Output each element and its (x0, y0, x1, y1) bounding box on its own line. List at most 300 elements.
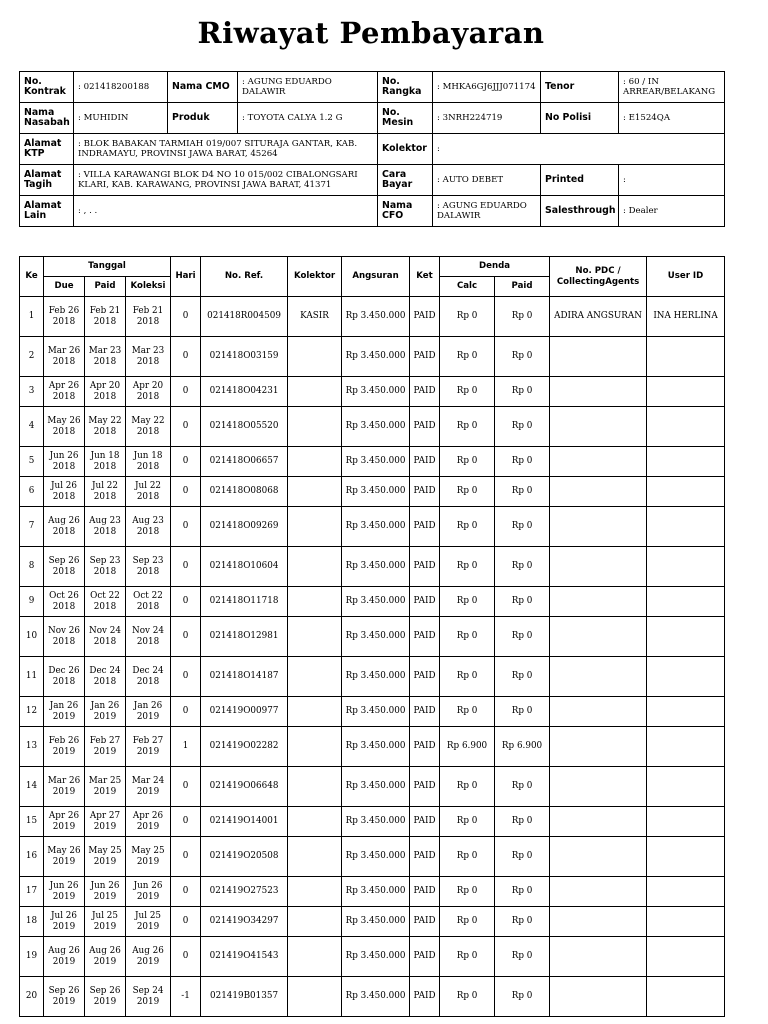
cell-due: Jul 26 2019 (44, 907, 85, 937)
cell-denda-calc: Rp 0 (440, 907, 495, 937)
table-row (20, 877, 725, 907)
cell-ke: 11 (20, 657, 44, 697)
cell-denda-paid: Rp 0 (495, 407, 550, 447)
table-row (20, 807, 725, 837)
table-row (20, 377, 725, 407)
printed-label: Printed (541, 165, 619, 196)
cell-koleksi: Apr 26 2019 (126, 807, 171, 837)
cell-due: Jun 26 2018 (44, 447, 85, 477)
cell-paid: Mar 23 2018 (85, 337, 126, 377)
cell-koleksi: Jul 25 2019 (126, 907, 171, 937)
cell-denda-calc: Rp 0 (440, 617, 495, 657)
cell-paid: Jan 26 2019 (85, 697, 126, 727)
cell-angsuran: Rp 3.450.000 (342, 697, 410, 727)
cell-pdc (550, 877, 647, 907)
alamat-lain-label: Alamat Lain (20, 196, 74, 227)
cell-ke: 15 (20, 807, 44, 837)
nama-cmo-value: : AGUNG EDUARDO DALAWIR (238, 72, 378, 103)
col-paid-header: Paid (85, 277, 126, 297)
table-row (20, 617, 725, 657)
info-row (20, 103, 725, 134)
cell-ket: PAID (410, 297, 440, 337)
cell-ke: 9 (20, 587, 44, 617)
cell-ket: PAID (410, 727, 440, 767)
cell-no-ref: 021419O00977 (201, 697, 288, 727)
cell-user-id (647, 547, 725, 587)
cell-denda-calc: Rp 0 (440, 837, 495, 877)
cell-ke: 4 (20, 407, 44, 447)
produk-label: Produk (168, 103, 238, 134)
table-row (20, 587, 725, 617)
table-row (20, 657, 725, 697)
cell-due: Dec 26 2018 (44, 657, 85, 697)
cell-ke: 10 (20, 617, 44, 657)
contract-info-table (19, 71, 725, 227)
cell-pdc (550, 377, 647, 407)
cell-due: Feb 26 2018 (44, 297, 85, 337)
cell-hari: 0 (171, 447, 201, 477)
cell-pdc (550, 837, 647, 877)
cell-angsuran: Rp 3.450.000 (342, 377, 410, 407)
cell-angsuran: Rp 3.450.000 (342, 877, 410, 907)
cell-pdc (550, 807, 647, 837)
cell-koleksi: May 25 2019 (126, 837, 171, 877)
cell-ke: 17 (20, 877, 44, 907)
cell-denda-calc: Rp 0 (440, 407, 495, 447)
cell-hari: 0 (171, 807, 201, 837)
cell-kolektor (288, 977, 342, 1017)
cara-bayar-label: Cara Bayar (378, 165, 433, 196)
payment-rows (20, 297, 725, 1017)
cell-ke: 16 (20, 837, 44, 877)
cell-ket: PAID (410, 407, 440, 447)
cell-user-id (647, 727, 725, 767)
no-kontrak-value: : 021418200188 (74, 72, 168, 103)
cell-ke: 12 (20, 697, 44, 727)
cell-no-ref: 021419B01357 (201, 977, 288, 1017)
cell-ket: PAID (410, 587, 440, 617)
cell-kolektor (288, 477, 342, 507)
cell-hari: 0 (171, 617, 201, 657)
cell-denda-paid: Rp 0 (495, 977, 550, 1017)
cell-user-id (647, 507, 725, 547)
cell-pdc: ADIRA ANGSURAN (550, 297, 647, 337)
no-mesin-label: No. Mesin (378, 103, 433, 134)
cell-angsuran: Rp 3.450.000 (342, 337, 410, 377)
cell-angsuran: Rp 3.450.000 (342, 507, 410, 547)
no-polisi-value: : E1524QA (619, 103, 725, 134)
cell-angsuran: Rp 3.450.000 (342, 937, 410, 977)
cell-no-ref: 021418O11718 (201, 587, 288, 617)
info-row (20, 196, 725, 227)
cell-no-ref: 021419O27523 (201, 877, 288, 907)
no-rangka-label: No. Rangka (378, 72, 433, 103)
cell-kolektor (288, 587, 342, 617)
cell-koleksi: Nov 24 2018 (126, 617, 171, 657)
cell-no-ref: 021418O12981 (201, 617, 288, 657)
cell-denda-calc: Rp 0 (440, 547, 495, 587)
cell-no-ref: 021418O10604 (201, 547, 288, 587)
cell-hari: 0 (171, 767, 201, 807)
cell-denda-paid: Rp 0 (495, 767, 550, 807)
cell-denda-paid: Rp 0 (495, 507, 550, 547)
cell-ket: PAID (410, 377, 440, 407)
cell-denda-paid: Rp 0 (495, 587, 550, 617)
cell-paid: Aug 26 2019 (85, 937, 126, 977)
printed-value: : (619, 165, 725, 196)
cell-denda-calc: Rp 0 (440, 877, 495, 907)
cell-kolektor (288, 407, 342, 447)
table-row (20, 727, 725, 767)
cell-user-id (647, 907, 725, 937)
no-polisi-label: No Polisi (541, 103, 619, 134)
cell-denda-calc: Rp 0 (440, 507, 495, 547)
cell-denda-paid: Rp 0 (495, 377, 550, 407)
cell-ke: 20 (20, 977, 44, 1017)
cell-due: Jul 26 2018 (44, 477, 85, 507)
nama-nasabah-label: Nama Nasabah (20, 103, 74, 134)
col-userid-header: User ID (647, 257, 725, 297)
cell-angsuran: Rp 3.450.000 (342, 477, 410, 507)
cell-paid: Feb 21 2018 (85, 297, 126, 337)
cell-denda-paid: Rp 0 (495, 547, 550, 587)
cell-ket: PAID (410, 507, 440, 547)
cell-angsuran: Rp 3.450.000 (342, 807, 410, 837)
cell-ket: PAID (410, 337, 440, 377)
table-row (20, 837, 725, 877)
cell-kolektor (288, 937, 342, 977)
cell-ke: 7 (20, 507, 44, 547)
cell-ke: 2 (20, 337, 44, 377)
cell-due: Jan 26 2019 (44, 697, 85, 727)
cell-no-ref: 021418O03159 (201, 337, 288, 377)
cell-no-ref: 021418O08068 (201, 477, 288, 507)
cell-kolektor: KASIR (288, 297, 342, 337)
col-koleksi-header: Koleksi (126, 277, 171, 297)
cell-koleksi: Jan 26 2019 (126, 697, 171, 727)
cell-denda-paid: Rp 0 (495, 697, 550, 727)
cell-pdc (550, 697, 647, 727)
cell-hari: 0 (171, 377, 201, 407)
cell-denda-paid: Rp 6.900 (495, 727, 550, 767)
salesthrough-value: : Dealer (619, 196, 725, 227)
cell-paid: Nov 24 2018 (85, 617, 126, 657)
cell-denda-calc: Rp 0 (440, 447, 495, 477)
cell-user-id (647, 337, 725, 377)
cell-due: Jun 26 2019 (44, 877, 85, 907)
cell-hari: 0 (171, 547, 201, 587)
cell-no-ref: 021419O14001 (201, 807, 288, 837)
cell-paid: Jun 26 2019 (85, 877, 126, 907)
cell-kolektor (288, 907, 342, 937)
cell-koleksi: Oct 22 2018 (126, 587, 171, 617)
cell-paid: Apr 27 2019 (85, 807, 126, 837)
cell-hari: 0 (171, 587, 201, 617)
table-row (20, 297, 725, 337)
cell-paid: May 22 2018 (85, 407, 126, 447)
cell-denda-paid: Rp 0 (495, 447, 550, 477)
cell-hari: 1 (171, 727, 201, 767)
page-title: Riwayat Pembayaran (197, 16, 545, 50)
cell-denda-calc: Rp 0 (440, 377, 495, 407)
cell-paid: Jun 18 2018 (85, 447, 126, 477)
table-row (20, 547, 725, 587)
cell-user-id (647, 377, 725, 407)
cell-ke: 3 (20, 377, 44, 407)
cell-due: Apr 26 2018 (44, 377, 85, 407)
cell-user-id (647, 877, 725, 907)
cell-kolektor (288, 877, 342, 907)
col-hari-header: Hari (171, 257, 201, 297)
produk-value: : TOYOTA CALYA 1.2 G (238, 103, 378, 134)
cell-hari: -1 (171, 977, 201, 1017)
cell-denda-paid: Rp 0 (495, 477, 550, 507)
cell-hari: 0 (171, 697, 201, 727)
nama-cmo-label: Nama CMO (168, 72, 238, 103)
table-row (20, 337, 725, 377)
cell-koleksi: Sep 23 2018 (126, 547, 171, 587)
info-row (20, 72, 725, 103)
cell-koleksi: Feb 21 2018 (126, 297, 171, 337)
table-row (20, 697, 725, 727)
cell-pdc (550, 507, 647, 547)
cell-pdc (550, 937, 647, 977)
cell-pdc (550, 407, 647, 447)
cell-due: Aug 26 2018 (44, 507, 85, 547)
cell-angsuran: Rp 3.450.000 (342, 407, 410, 447)
cell-ket: PAID (410, 877, 440, 907)
cell-no-ref: 021419O06648 (201, 767, 288, 807)
table-row (20, 767, 725, 807)
cell-denda-calc: Rp 0 (440, 477, 495, 507)
header-row (20, 257, 725, 277)
cell-hari: 0 (171, 337, 201, 377)
cell-pdc (550, 977, 647, 1017)
cell-angsuran: Rp 3.450.000 (342, 657, 410, 697)
table-row (20, 507, 725, 547)
cell-no-ref: 021418O09269 (201, 507, 288, 547)
cell-koleksi: Mar 23 2018 (126, 337, 171, 377)
table-row (20, 447, 725, 477)
alamat-lain-value: : , . . (74, 196, 378, 227)
cell-kolektor (288, 337, 342, 377)
col-denda-paid-header: Paid (495, 277, 550, 297)
cell-due: Nov 26 2018 (44, 617, 85, 657)
alamat-ktp-label: Alamat KTP (20, 134, 74, 165)
cell-koleksi: Jun 18 2018 (126, 447, 171, 477)
cell-ket: PAID (410, 907, 440, 937)
cell-kolektor (288, 697, 342, 727)
cell-pdc (550, 727, 647, 767)
cell-user-id (647, 407, 725, 447)
cell-denda-paid: Rp 0 (495, 807, 550, 837)
cell-kolektor (288, 447, 342, 477)
cell-denda-paid: Rp 0 (495, 877, 550, 907)
cell-user-id (647, 767, 725, 807)
cell-kolektor (288, 547, 342, 587)
cell-koleksi: Jul 22 2018 (126, 477, 171, 507)
table-row (20, 477, 725, 507)
cell-due: Mar 26 2019 (44, 767, 85, 807)
kolektor-value: : (433, 134, 725, 165)
cell-denda-calc: Rp 0 (440, 977, 495, 1017)
cell-kolektor (288, 657, 342, 697)
cell-angsuran: Rp 3.450.000 (342, 587, 410, 617)
cell-user-id (647, 837, 725, 877)
cell-user-id (647, 937, 725, 977)
col-noref-header: No. Ref. (201, 257, 288, 297)
cell-due: Feb 26 2019 (44, 727, 85, 767)
cell-pdc (550, 907, 647, 937)
cell-ke: 1 (20, 297, 44, 337)
cell-ket: PAID (410, 977, 440, 1017)
col-calc-header: Calc (440, 277, 495, 297)
cell-kolektor (288, 767, 342, 807)
cell-user-id (647, 807, 725, 837)
cell-due: Apr 26 2019 (44, 807, 85, 837)
cell-denda-paid: Rp 0 (495, 907, 550, 937)
cell-user-id (647, 697, 725, 727)
cell-ket: PAID (410, 837, 440, 877)
cell-denda-calc: Rp 0 (440, 767, 495, 807)
cell-due: Sep 26 2018 (44, 547, 85, 587)
nama-cfo-label: Nama CFO (378, 196, 433, 227)
cell-hari: 0 (171, 907, 201, 937)
alamat-tagih-label: Alamat Tagih (20, 165, 74, 196)
cell-kolektor (288, 837, 342, 877)
cell-denda-calc: Rp 0 (440, 937, 495, 977)
col-angsuran-header: Angsuran (342, 257, 410, 297)
cell-denda-calc: Rp 0 (440, 297, 495, 337)
cell-ket: PAID (410, 447, 440, 477)
tenor-value: : 60 / IN ARREAR/BELAKANG (619, 72, 725, 103)
cell-hari: 0 (171, 407, 201, 447)
cell-denda-calc: Rp 0 (440, 337, 495, 377)
col-ket-header: Ket (410, 257, 440, 297)
cell-ket: PAID (410, 477, 440, 507)
cell-paid: Jul 25 2019 (85, 907, 126, 937)
cell-angsuran: Rp 3.450.000 (342, 727, 410, 767)
table-row (20, 937, 725, 977)
cell-ke: 18 (20, 907, 44, 937)
payment-history-table (19, 256, 725, 1017)
col-kolektor-header: Kolektor (288, 257, 342, 297)
cell-paid: Mar 25 2019 (85, 767, 126, 807)
info-row (20, 134, 725, 165)
cell-denda-paid: Rp 0 (495, 837, 550, 877)
cell-denda-paid: Rp 0 (495, 337, 550, 377)
cell-paid: Dec 24 2018 (85, 657, 126, 697)
cell-denda-paid: Rp 0 (495, 297, 550, 337)
col-tanggal-header: Tanggal (44, 257, 171, 277)
no-kontrak-label: No. Kontrak (20, 72, 74, 103)
cell-koleksi: Feb 27 2019 (126, 727, 171, 767)
cell-user-id (647, 477, 725, 507)
cell-pdc (550, 657, 647, 697)
cara-bayar-value: : AUTO DEBET (433, 165, 541, 196)
cell-kolektor (288, 617, 342, 657)
cell-angsuran: Rp 3.450.000 (342, 547, 410, 587)
cell-denda-paid: Rp 0 (495, 617, 550, 657)
cell-user-id (647, 657, 725, 697)
cell-kolektor (288, 377, 342, 407)
cell-denda-calc: Rp 0 (440, 697, 495, 727)
cell-ket: PAID (410, 697, 440, 727)
cell-ket: PAID (410, 657, 440, 697)
cell-pdc (550, 767, 647, 807)
cell-hari: 0 (171, 657, 201, 697)
cell-denda-paid: Rp 0 (495, 937, 550, 977)
cell-hari: 0 (171, 837, 201, 877)
salesthrough-label: Salesthrough (541, 196, 619, 227)
cell-no-ref: 021419O20508 (201, 837, 288, 877)
cell-no-ref: 021418O14187 (201, 657, 288, 697)
cell-denda-calc: Rp 0 (440, 587, 495, 617)
cell-user-id (647, 617, 725, 657)
cell-ke: 6 (20, 477, 44, 507)
cell-denda-calc: Rp 0 (440, 657, 495, 697)
cell-hari: 0 (171, 877, 201, 907)
cell-pdc (550, 547, 647, 587)
kolektor-label: Kolektor (378, 134, 433, 165)
cell-kolektor (288, 507, 342, 547)
cell-due: Mar 26 2018 (44, 337, 85, 377)
no-rangka-value: : MHKA6GJ6JJJ071174 (433, 72, 541, 103)
cell-paid: Oct 22 2018 (85, 587, 126, 617)
cell-hari: 0 (171, 507, 201, 547)
cell-paid: Aug 23 2018 (85, 507, 126, 547)
cell-angsuran: Rp 3.450.000 (342, 837, 410, 877)
col-pdc-header: No. PDC / CollectingAgents (550, 257, 647, 297)
cell-denda-calc: Rp 0 (440, 807, 495, 837)
table-row (20, 977, 725, 1017)
cell-angsuran: Rp 3.450.000 (342, 617, 410, 657)
cell-ke: 8 (20, 547, 44, 587)
cell-denda-calc: Rp 6.900 (440, 727, 495, 767)
cell-due: Oct 26 2018 (44, 587, 85, 617)
cell-hari: 0 (171, 937, 201, 977)
cell-kolektor (288, 807, 342, 837)
cell-ket: PAID (410, 807, 440, 837)
cell-pdc (550, 447, 647, 477)
cell-no-ref: 021419O41543 (201, 937, 288, 977)
cell-due: Aug 26 2019 (44, 937, 85, 977)
cell-paid: Apr 20 2018 (85, 377, 126, 407)
cell-ke: 14 (20, 767, 44, 807)
col-ke-header: Ke (20, 257, 44, 297)
info-row (20, 165, 725, 196)
cell-due: May 26 2019 (44, 837, 85, 877)
cell-no-ref: 021418O05520 (201, 407, 288, 447)
table-row (20, 407, 725, 447)
cell-user-id: INA HERLINA (647, 297, 725, 337)
cell-angsuran: Rp 3.450.000 (342, 767, 410, 807)
cell-no-ref: 021418R004509 (201, 297, 288, 337)
cell-due: Sep 26 2019 (44, 977, 85, 1017)
no-mesin-value: : 3NRH224719 (433, 103, 541, 134)
cell-ket: PAID (410, 937, 440, 977)
cell-no-ref: 021418O04231 (201, 377, 288, 407)
cell-ke: 5 (20, 447, 44, 477)
col-due-header: Due (44, 277, 85, 297)
cell-pdc (550, 477, 647, 507)
cell-angsuran: Rp 3.450.000 (342, 297, 410, 337)
cell-paid: Sep 23 2018 (85, 547, 126, 587)
cell-pdc (550, 617, 647, 657)
cell-paid: May 25 2019 (85, 837, 126, 877)
cell-user-id (647, 587, 725, 617)
col-denda-header: Denda (440, 257, 550, 277)
